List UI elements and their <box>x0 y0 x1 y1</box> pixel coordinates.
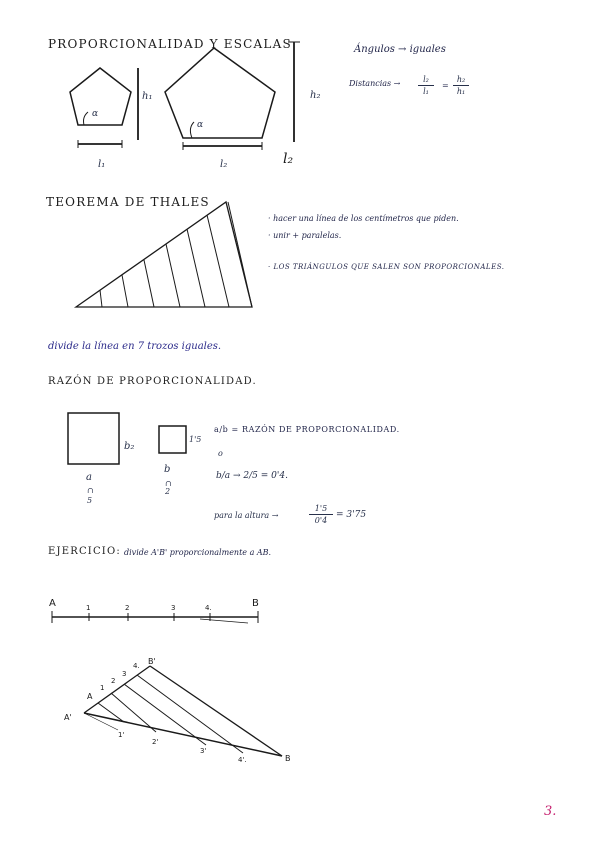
page-number: 3. <box>544 804 557 819</box>
ratio-calc-1: b/a → 2/5 = 0'4. <box>216 471 288 481</box>
thales-parallel-lines <box>100 215 229 307</box>
triangle-label-bprime: B' <box>148 657 156 666</box>
fraction-l-den: l₁ <box>423 87 429 96</box>
ratio-calc-2-fraction <box>309 503 333 526</box>
distances-note: Distancias → <box>349 79 401 88</box>
section-title-thales: TEOREMA DE THALES <box>46 195 210 209</box>
segment-tick-4: 4. <box>205 604 212 612</box>
ratio-label-b-sym: ∩ <box>165 479 172 488</box>
large-base-label: l₂ <box>220 159 228 170</box>
ratio-label-a-sym: ∩ <box>87 486 94 495</box>
triangle-top-tick-4: 4. <box>133 662 140 670</box>
ratio-fraction-h <box>453 74 469 97</box>
triangle-top-tick-2: 2 <box>111 677 116 685</box>
thales-bullet-2: · unir + paralelas. <box>268 231 342 240</box>
large-side-label: l₂ <box>283 151 294 167</box>
ratio-label-15: 1'5 <box>189 435 202 444</box>
fraction-equals: = <box>442 81 449 90</box>
line-aprime-b <box>84 713 282 756</box>
fraction-h-num: h₂ <box>453 74 469 86</box>
ratio-label-b-val: 2 <box>165 487 171 496</box>
triangle-bottom-tick-4: 4'. <box>238 756 247 764</box>
segment-label-b: B <box>252 598 259 609</box>
large-height-label: h₂ <box>310 90 321 101</box>
large-angle-arc <box>190 122 194 138</box>
small-height-label: h₁ <box>142 91 153 102</box>
divide-note: divide la línea en 7 trozos iguales. <box>48 341 222 352</box>
square-small <box>159 426 186 453</box>
ratio-label-b2: b₂ <box>124 441 135 452</box>
small-angle-label: α <box>92 109 99 119</box>
line-a-bprime <box>84 666 150 713</box>
triangle-bottom-tick-2: 2' <box>152 738 159 746</box>
ratio-zero: o <box>218 449 223 458</box>
fraction-l-num: l₂ <box>418 74 434 86</box>
triangle-top-tick-1: 1 <box>100 684 105 692</box>
triangle-label-a: A <box>87 692 93 701</box>
ratio-label-b: b <box>164 464 171 475</box>
triangle-label-b: B <box>285 754 291 763</box>
section-title-proportion: PROPORCIONALIDAD Y ESCALAS <box>48 37 292 51</box>
large-pentagon <box>165 48 275 138</box>
angles-note: Ángulos → iguales <box>354 44 446 55</box>
small-angle-arc <box>84 112 89 125</box>
small-pentagon <box>70 68 131 125</box>
calc-2-num: 1'5 <box>309 503 333 515</box>
section-title-ratio: RAZÓN DE PROPORCIONALIDAD. <box>48 376 257 387</box>
triangle-top-tick-3: 3 <box>122 670 127 678</box>
section-title-exercise: EJERCICIO: <box>48 546 121 557</box>
triangle-bottom-tick-1: 1' <box>118 731 125 739</box>
exercise-text: divide A'B' proporcionalmente a AB. <box>124 548 272 557</box>
ratio-fraction-l <box>418 74 434 97</box>
ratio-calc-2-result: = 3'75 <box>336 510 367 520</box>
ratio-formula: a/b = RAZÓN DE PROPORCIONALIDAD. <box>214 425 400 434</box>
fraction-h-den: h₁ <box>456 87 466 96</box>
segment-tick-2: 2 <box>125 604 130 612</box>
triangle-label-aprime: A' <box>64 713 72 722</box>
triangle-bottom-tick-3: 3' <box>200 747 207 755</box>
calc-2-den: 0'4 <box>314 516 328 525</box>
segment-tick-3: 3 <box>171 604 176 612</box>
segment-label-a: A <box>49 598 56 609</box>
thales-bullet-3: · LOS TRIÁNGULOS QUE SALEN SON PROPORCIONALES. <box>268 263 505 271</box>
ratio-calc-2-prefix: para la altura → <box>214 511 279 520</box>
segment-tick-1: 1 <box>86 604 91 612</box>
ratio-label-a-val: 5 <box>87 496 93 505</box>
thales-bullet-1: · hacer una línea de los centímetros que piden. <box>268 214 459 223</box>
ratio-label-a: a <box>86 472 92 483</box>
square-large <box>68 413 119 464</box>
line-bprime-b <box>150 666 282 756</box>
small-base-label: l₁ <box>98 159 106 170</box>
large-angle-label: α <box>197 120 204 130</box>
